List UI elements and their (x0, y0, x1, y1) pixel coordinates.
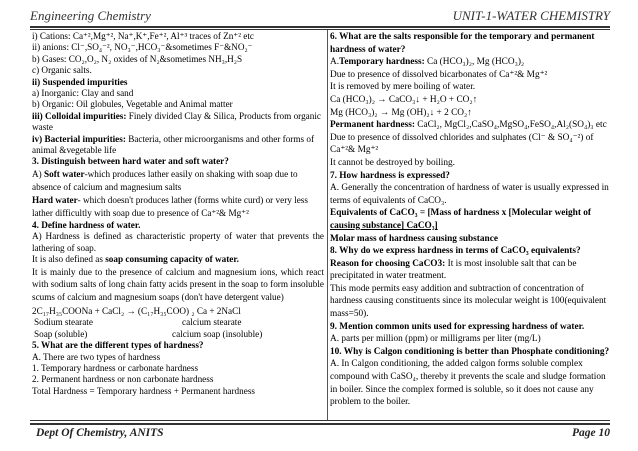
question-7: 7. How hardness is expressed? (330, 170, 450, 181)
temporary-hardness-label: Temporary hardness: (339, 57, 425, 68)
page-footer (30, 427, 610, 445)
page-number: Page 10 (571, 427, 610, 439)
soft-water-answer (32, 168, 324, 194)
soap-consuming-line (32, 254, 324, 265)
calgon-answer: A. In Calgon conditioning, the added calgon forms soluble complex compound with CaSO₄, thereby it prevents the scale and sludge formation in boiler. Since the complex formed is soluble, so it does not cause any problem to the boiler. (330, 359, 606, 408)
header-rule-thin (30, 29, 610, 30)
caco3-equivalents-intro: A. Generally the concentration of hardness of water is usually expressed in terms of equivalents of CaCO₃. (330, 183, 609, 206)
calcium-soap-label: calcium soap (insoluble) (172, 328, 263, 339)
cations-line: i) Cations: Ca⁺²,Mg⁺², Na⁺,K⁺,Fe⁺², Al⁺³ traces of Zn⁺² etc (32, 31, 254, 41)
bacterial-text: Bacteria, other microorganisms and other forms of animal &vegetable life (32, 133, 315, 156)
anions-line: ii) anions: Cl⁻,SO₄⁻², NO₃⁻,HCO₃⁻&sometimes F⁻&NO₂⁻ (32, 42, 253, 53)
footer-rule (30, 423, 610, 425)
suspended-heading: ii) Suspended impurities (32, 76, 128, 87)
equivalents-formula-line-1: Equivalents of CaCO₃ = [Mass of hardness x [Molecular weight of (330, 208, 591, 219)
temporary-salts-line (330, 56, 612, 69)
question-3: 3. Distinguish between hard water and soft water? (32, 156, 229, 167)
molecular-weight-line: This mode permits easy addition and subtraction of concentration of hardness causing constituents since its molecular weight is 100(equivalent mass=50). (330, 283, 607, 320)
bicarbonates-line: Due to presence of dissolved bicarbonates of Ca⁺²& Mg⁺² (330, 69, 548, 80)
calcium-stearate-label: calcium stearate (182, 317, 242, 328)
permanent-hardness-label: Permanent hardness: (330, 120, 415, 131)
hardness-types-intro: A. There are two types of hardness (32, 351, 161, 362)
temporary-hardness-item: 1. Temporary hardness or carbonate hardness (32, 362, 199, 373)
gases-line: b) Gases: CO₂,O₂, N₂ oxides of N₂&sometimes NH₃,H₂S (32, 53, 243, 64)
header-unit: UNIT-1-WATER CHEMISTRY (452, 8, 610, 23)
soft-water-text: -which produces lather easily on shaking with soap due to absence of calcium and magnesium salts (32, 168, 298, 192)
equivalents-formula-line-2: causing substance] CaCO₃] (330, 220, 438, 231)
right-column (330, 31, 612, 409)
column-divider (327, 30, 328, 420)
organic-salts-line: c) Organic salts. (32, 65, 92, 76)
chlorides-sulphates-line: Due to presence of dissolved chlorides and sulphates (Cl⁻ & SO₄⁻²) of Ca⁺²& Mg⁺² (330, 132, 594, 156)
reason-caco3-label: Reason for choosing CaCO3: (330, 258, 446, 269)
calcium-bicarbonate-reaction: Ca (HCO₃)₂ → CaCO₃↓ + H₂O + CO₂↑ (330, 94, 478, 105)
permanent-salts-line (330, 119, 612, 132)
hardness-definition: A) Hardness is defined as characteristic property of water that prevents the lathering of soap. (32, 231, 324, 253)
hardness-explanation: It is mainly due to the presence of calcium and magnesium ions, which react with sodium salts of long chain fatty acids present in the soap to form insoluble scums of calcium and magnesium soaps (don't have detergent value) (32, 266, 324, 303)
question-4: 4. Define hardness of water. (32, 219, 141, 230)
question-5: 5. What are the different types of hardness? (32, 340, 204, 351)
answer-prefix: A) (32, 168, 44, 179)
reaction-label-row-2 (32, 329, 324, 340)
units-answer: A. parts per million (ppm) or milligrams per liter (mg/L) (330, 334, 541, 345)
stearate-reaction: 2C₁₇H₃₅COONa + CaCl₂ → (C₁₇H₃₅COO) ₂ Ca + 2NaCl (32, 305, 241, 316)
header-title: Engineering Chemistry (30, 8, 151, 23)
colloidal-text: Finely divided Clay & Silica, Products from organic waste (32, 110, 321, 133)
hard-water-label: Hard water (32, 194, 78, 205)
answer-prefix-6: A. (330, 57, 340, 68)
left-column (32, 31, 324, 397)
temporary-salts: Ca (HCO₃)₂, Mg (HCO₃)₂ (424, 57, 525, 68)
reason-caco3-text: It is most insoluble salt that can be precipitated in water treatment. (330, 258, 577, 282)
footer-rule-thin (30, 420, 610, 421)
colloidal-line (32, 111, 324, 134)
question-8: 8. Why do we express hardness in terms of CaCO₃ equivalents? (330, 246, 581, 257)
hard-water-text: - which doesn't produces lather (forms white curd) or very less lather difficultly with soap due to presence of Ca⁺²& Mg⁺² (32, 194, 308, 218)
soap-consuming-label: soap consuming capacity of water. (105, 254, 239, 265)
magnesium-bicarbonate-reaction: Mg (HCO₃)₂ → Mg (OH)₂↓ + 2 CO₂↑ (330, 107, 472, 118)
reason-caco3-line (330, 258, 612, 283)
permanent-hardness-item: 2. Permanent hardness or non carbonate hardness (32, 374, 214, 385)
inorganic-line: a) Inorganic: Clay and sand (32, 88, 134, 99)
soap-soluble-label: Soap (soluble) (34, 328, 88, 339)
organic-line: b) Organic: Oil globules, Vegetable and Animal matter (32, 99, 233, 110)
footer-department: Dept Of Chemistry, ANITS (36, 427, 164, 439)
boiling-removal-line: It is removed by mere boiling of water. (330, 82, 476, 93)
soft-water-label: Soft water (44, 168, 85, 179)
sodium-stearate-label: Sodium stearate (34, 317, 93, 328)
equivalents-formula-denominator: Molar mass of hardness causing substance (330, 233, 498, 244)
not-destroyed-line: It cannot be destroyed by boiling. (330, 157, 455, 168)
question-9: 9. Mention common units used for expressing hardness of water. (330, 321, 585, 332)
question-6: 6. What are the salts responsible for the temporary and permanent hardness of water? (330, 32, 595, 55)
bacterial-line (32, 134, 324, 157)
hard-water-answer (32, 194, 324, 220)
reaction-label-row-1 (32, 317, 324, 328)
page-header (30, 8, 610, 26)
colloidal-label: iii) Colloidal impurities: (32, 110, 127, 121)
question-10: 10. Why is Calgon conditioning is better than Phosphate conditioning? (330, 346, 610, 357)
permanent-salts: CaCl₂, MgCl₂,CaSO₄,MgSO₄,FeSO₄,Al₂(SO₄)₃ etc (414, 120, 607, 131)
total-hardness-line: Total Hardness = Temporary hardness + Permanent hardness (32, 385, 255, 396)
soap-consuming-prefix: It is also defined as (32, 254, 106, 265)
bacterial-label: iv) Bacterial impurities: (32, 133, 126, 144)
header-rule (30, 26, 610, 28)
